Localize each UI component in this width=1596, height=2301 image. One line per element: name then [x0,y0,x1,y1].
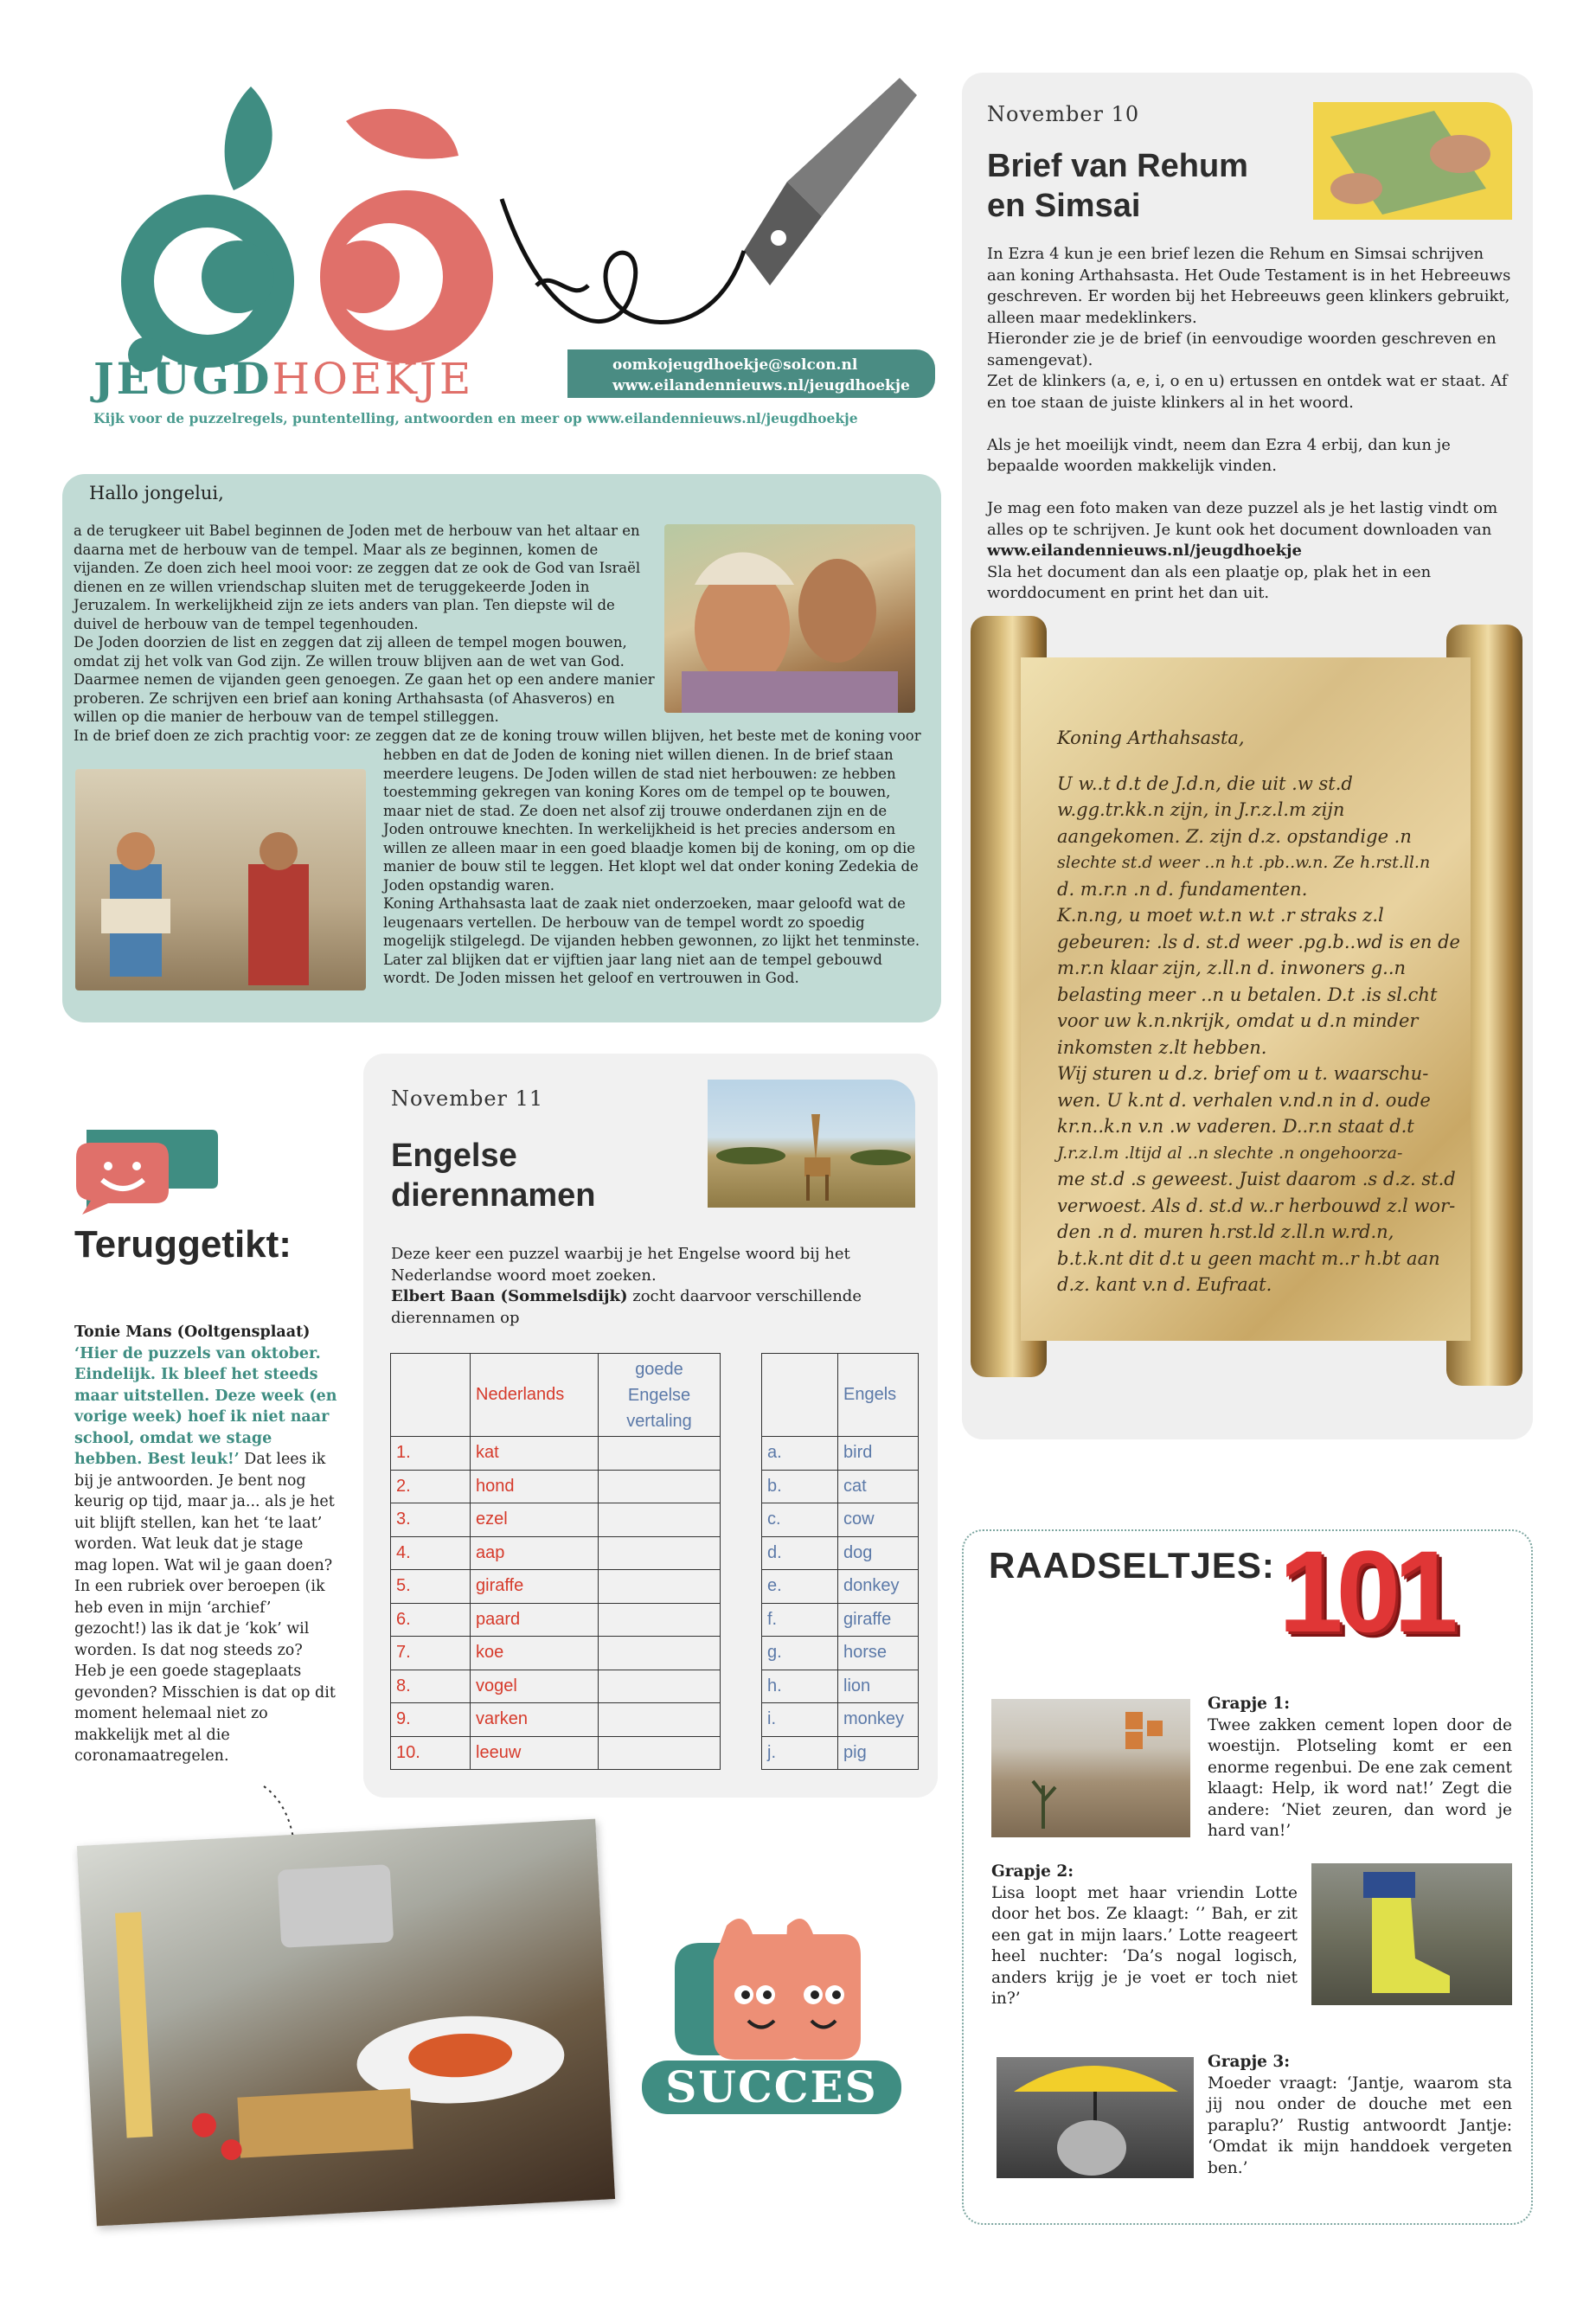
nl-row-number: 4. [391,1536,471,1570]
scroll-line: J.r.z.l.m .ltijd al ..n slechte .n ongehoorza- [1057,1143,1403,1163]
nl-row-answer[interactable] [599,1670,721,1703]
nl-row-answer[interactable] [599,1470,721,1503]
nl-row-number: 10. [391,1736,471,1770]
intro-paragraph-1 [74,522,921,745]
nl-row-word: leeuw [471,1736,599,1770]
bible-illustration-builders [75,769,366,990]
scroll-line: verwoest. Als d. st.d w..r herbouwd z.l wor- [1057,1195,1456,1216]
intro-p1: a de terugkeer uit Babel beginnen de Joden met de herbouw van het altaar en daarna met de herbouw van de tempel. Maar als ze beginnen, komen de vijanden. Ze doen zich heel mooi voor: ze zeggen dat ze ook de God van Israël dienen en ze willen vriendschap sluiten met de teruggekeerde Joden in Jeruzalem. In werkelijkheid zijn ze iets anders van plan. Ten diepste wil de duivel de herbouw van de tempel tegenhouden. [74,522,641,632]
succes-badge [640,1908,908,2116]
scroll-line: w.gg.tr.kk.n zijn, in J.r.z.l.m zijn [1057,799,1345,820]
nl-row-word: hond [471,1470,599,1503]
en-row-letter: h. [762,1670,838,1703]
chat-bubble-icon [69,1121,225,1216]
nl-row-answer[interactable] [599,1603,721,1637]
scroll-line: K.n.ng, u moet w.t.n w.t .r straks z.l [1057,905,1384,926]
en-row-word: donkey [838,1570,919,1604]
nl-row-word: koe [471,1637,599,1670]
en-row-word: giraffe [838,1603,919,1637]
dieren-credit-name: Elbert Baan (Sommelsdijk) [391,1287,628,1305]
scroll-line: voor uw k.n.nkrijk, omdat u d.n minder [1057,1010,1419,1031]
nl-row-word: varken [471,1703,599,1737]
en-row-word: cat [838,1470,919,1503]
rain-boot-photo [1311,1863,1512,2005]
brief-instructions [987,244,1511,605]
dieren-date: November 11 [391,1086,544,1111]
nl-row-number: 8. [391,1670,471,1703]
scroll-line: d.z. kant v.n d. Eufraat. [1057,1274,1272,1295]
dieren-intro-text: Deze keer een puzzel waarbij je het Engelse woord bij het Nederlandse woord moet zoeken. [391,1245,850,1285]
brief-p5b: Sla het document dan als een plaatje op, plak het in een worddocument en print het dan uit. [987,562,1432,602]
nl-row-answer[interactable] [599,1503,721,1537]
umbrella-photo [997,2057,1194,2178]
nl-row-answer[interactable] [599,1736,721,1770]
header-tagline: Kijk voor de puzzelregels, puntentelling, antwoorden en meer op www.eilandennieuws.nl/jeugdhoekje [93,410,858,426]
en-row-word: lion [838,1670,919,1703]
en-header-engels: Engels [838,1354,919,1437]
brief-p2: Hieronder zie je de brief (in eenvoudige woorden geschreven en samengevat). [987,330,1497,369]
nl-row-answer[interactable] [599,1637,721,1670]
fountain-pen-icon [484,69,926,355]
brief-p5a: Je mag een foto maken van deze puzzel als je het lastig vindt om alles op te schrijven. Je kunt ook het document downloaden van [987,499,1498,539]
en-row-letter: f. [762,1603,838,1637]
en-row-letter: e. [762,1570,838,1604]
en-row-word: monkey [838,1703,919,1737]
en-header-letter [762,1354,838,1437]
en-row-letter: c. [762,1503,838,1537]
scroll-line: gebeuren: .ls d. st.d weer .pg.b..wd is en de [1057,931,1460,952]
dieren-credit-rest: zocht daarvoor verschillende dierennamen op [391,1287,862,1327]
teruggetikt-quote: ‘Hier de puzzels van oktober. Eindelijk. Ik bleef het steeds maar uitstellen. Deze week (en vorige week) hoef ik niet naar school, omdat we stage hebben. Best leuk!’ [74,1344,337,1468]
en-row-word: cow [838,1503,919,1537]
scroll-line: kr.n..k.n v.n .w vaderen. D..r.n staat d.t [1057,1116,1414,1137]
intro-paragraph-2 [383,746,930,988]
scroll-line: den .n d. muren h.rst.ld z.ll.n w.rd.n, [1057,1221,1394,1242]
badge-101: 101 [1279,1528,1452,1657]
dieren-title-line2: dierennamen [391,1177,596,1214]
letter-reading-photo [1313,102,1512,220]
desert-cement-photo [991,1699,1190,1837]
joke-3 [1208,2052,1512,2179]
nl-row-number: 6. [391,1603,471,1637]
joke-3-title: Grapje 3: [1208,2053,1291,2071]
english-animals-table [761,1353,919,1770]
scroll-line: Wij sturen u d.z. brief om u t. waarschu- [1057,1063,1429,1084]
en-row-letter: d. [762,1536,838,1570]
en-row-letter: g. [762,1637,838,1670]
nl-row-word: giraffe [471,1570,599,1604]
scroll-line: d. m.r.n .n d. fundamenten. [1057,878,1308,900]
teruggetikt-title: Teruggetikt: [74,1223,292,1266]
nl-header-good-translation: goede Engelse vertaling [599,1354,721,1437]
nl-row-answer[interactable] [599,1703,721,1737]
brief-date: November 10 [987,102,1140,126]
scroll-salutation: Koning Arthahsasta, [1057,727,1245,748]
nl-row-number: 2. [391,1470,471,1503]
nl-row-number: 5. [391,1570,471,1604]
nl-row-number: 1. [391,1437,471,1471]
dieren-intro [391,1244,910,1329]
nl-row-word: ezel [471,1503,599,1537]
scroll-line: m.r.n klaar zijn, z.ll.n d. inwoners g..n [1057,958,1407,978]
brief-title-line1: Brief van Rehum [987,148,1248,184]
giraffe-photo [708,1080,915,1208]
cooking-photo [77,1819,615,2227]
intro-p4: Koning Arthahsasta laat de zaak niet onderzoeken, maar geloofd wat de leugenaars vertellen. De herbouw van de tempel wordt zo spoedig mogelijk stilgelegd. De vijanden hebben gewonnen, zo lijkt het tenminste. Later zal blijken dat er vijftien jaar lang niet aan de tempel gebouwd wordt. De Joden missen het geloof en vertrouwen in God. [383,895,920,986]
scroll-letter [1057,725,1464,1298]
logo-word-hoekje: HOEKJE [272,354,474,404]
logo-wordmark [93,353,473,404]
scroll-line: U w..t d.t de J.d.n, die uit .w st.d [1057,772,1353,794]
nl-header-nederlands: Nederlands [471,1354,599,1437]
dieren-title-line1: Engelse [391,1138,517,1174]
nl-row-answer[interactable] [599,1570,721,1604]
joke-2-text: Lisa loopt met haar vriendin Lotte door het bos. Ze klaagt: ‘’ Bah, er zit een gat in mijn laars.’ Lotte reageert heel nuchter: ‘Da’s nogal logisch, anders krijg je je voet er toch niet in?’ [991,1883,1298,2008]
scroll-line: slechte st.d weer ..n h.t .pb..w.n. Ze h.rst.ll.n [1057,853,1431,872]
joke-3-text: Moeder vraagt: ‘Jantje, waarom sta jij nou onder de douche met een paraplu?’ Rustig antwoordt Jantje: ‘Omdat ik mijn handdoek vergeten ben.’ [1208,2073,1512,2177]
en-row-word: bird [838,1437,919,1471]
teruggetikt-body [74,1322,339,1767]
scroll-line: wen. U k.nt d. verhalen v.nd.n in d. oude [1057,1089,1431,1111]
succes-label: SUCCES [642,2061,901,2114]
bible-illustration-men [664,524,915,713]
joke-1 [1208,1694,1512,1843]
nl-header-number [391,1354,471,1437]
brief-p1: In Ezra 4 kun je een brief lezen die Rehum en Simsai schrijven aan koning Arthahsasta. Het Oude Testament is in het Hebreeuws geschreven. Er worden bij het Hebreeuws geen klinkers gebruikt, alleen maar medeklinkers. [987,245,1511,327]
brief-title-line2: en Simsai [987,188,1141,224]
joke-1-title: Grapje 1: [1208,1695,1291,1713]
nl-row-word: aap [471,1536,599,1570]
scroll-line: b.t.k.nt dit d.t u geen macht m..r h.bt aan [1057,1247,1440,1269]
nl-row-number: 3. [391,1503,471,1537]
teruggetikt-reply: Dat lees ik bij je antwoorden. Je bent nog keurig op tijd, maar ja... als je het uit blijft stellen, kan het ‘te laat’ worden. Wat leuk dat je stage mag lopen. Wat wil je gaan doen? In een rubriek over beroepen (ik heb even in mijn ‘archief’ gezocht!) las ik dat je ‘kok’ wil worden. Is dat nog steeds zo? Heb je een goede stageplaats gevonden? Misschien is dat op dit moment helemaal niet zo makkelijk met al die coronamaatregelen. [74,1451,336,1765]
thumbs-up-icon [640,1908,908,2064]
nl-row-number: 7. [391,1637,471,1670]
brief-p4: Als je het moeilijk vindt, neem dan Ezra 4 erbij, dan kun je bepaalde woorden makkelijk vinden. [987,435,1451,475]
en-row-word: dog [838,1536,919,1570]
nl-row-word: paard [471,1603,599,1637]
nl-row-answer[interactable] [599,1536,721,1570]
logo-word-jeugd: JEUGD [93,353,272,404]
nl-row-number: 9. [391,1703,471,1737]
dutch-animals-table [390,1353,721,1770]
scroll-line: belasting meer ..n u betalen. D.t .is sl.cht [1057,984,1438,1005]
scroll-line: aangekomen. Z. zijn d.z. opstandige .n [1057,825,1412,847]
contact-pill [567,349,935,398]
joke-1-text: Twee zakken cement lopen door de woestijn. Plotseling komt er een enorme regenbui. De ene zak cement klaagt: Help, ik word nat!’ Zegt die andere: ‘Niet zeuren, dan word je hard van!’ [1208,1715,1512,1840]
en-row-word: pig [838,1736,919,1770]
intro-greeting: Hallo jongelui, [89,483,224,503]
nl-row-word: kat [471,1437,599,1471]
teruggetikt-author: Tonie Mans (Ooltgensplaat) [74,1324,311,1341]
en-row-word: horse [838,1637,919,1670]
joke-2 [991,1862,1298,2010]
contact-website[interactable]: www.eilandennieuws.nl/jeugdhoekje [612,377,910,394]
nl-row-word: vogel [471,1670,599,1703]
en-row-letter: b. [762,1470,838,1503]
scroll-line: me st.d .s geweest. Juist daarom .s d.z. st.d [1057,1169,1456,1189]
intro-p3a: In de brief doen ze zich prachtig voor: ze zeggen dat ze de koning trouw willen blijven, het beste met de koning voor [74,727,921,744]
nl-row-answer[interactable] [599,1437,721,1471]
intro-p2: De Joden doorzien de list en zeggen dat zij alleen de tempel mogen bouwen, omdat zij het volk van God zijn. Ze willen trouw blijven aan de wet van God. Daarmee nemen de vijanden geen genoegen. Ze gaan het op een andere manier proberen. Ze schrijven een brief aan koning Arthahsasta (of Ahasveros) en willen op die manier de herbouw van de tempel stilleggen. [74,634,655,725]
en-row-letter: j. [762,1736,838,1770]
en-row-letter: a. [762,1437,838,1471]
contact-email[interactable]: oomkojeugdhoekje@solcon.nl [612,356,858,374]
brief-download-link[interactable]: www.eilandennieuws.nl/jeugdhoekje [987,542,1303,560]
joke-2-title: Grapje 2: [991,1862,1074,1881]
en-row-letter: i. [762,1703,838,1737]
scroll-line: inkomsten z.lt hebben. [1057,1036,1267,1058]
raadsel-title: RAADSELTJES: [989,1545,1275,1586]
brief-p3: Zet de klinkers (a, e, i, o en u) ertussen en ontdek wat er staat. Af en toe staan de juiste klinkers al in het woord. [987,372,1508,412]
intro-p3b: hebben en dat de Joden de koning niet willen dienen. In de brief staan meerdere leugens. De Joden willen de stad niet herbouwen: ze hebben toestemming gekregen van koning Kores om de tempel op te bouwen, maar niet de stad. Ze doen net alsof zij trouwe onderdanen zijn en de Joden ontrouwe knechten. In werkelijkheid is het precies andersom en willen ze alleen maar in een goed blaadje komen bij de koning, om op die manier de bouw stil te leggen. Het klopt wel dat onder koning Zedekia de Joden opstandig waren. [383,747,919,894]
